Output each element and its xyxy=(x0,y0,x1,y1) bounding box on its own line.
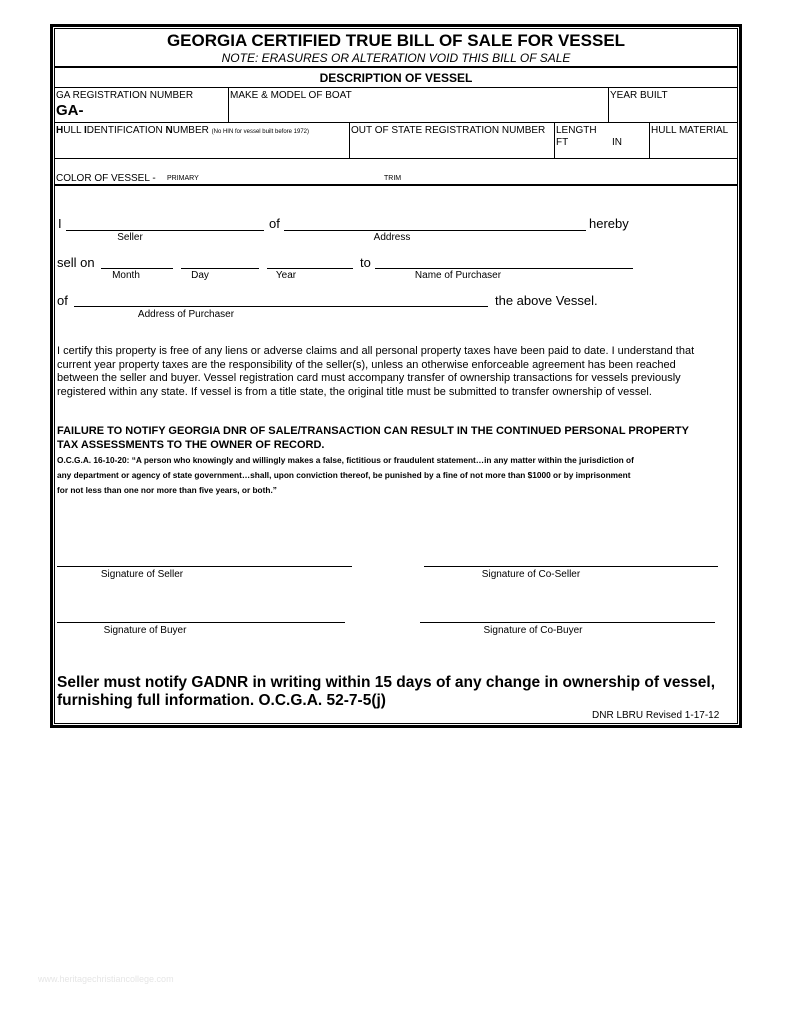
sale-year-line[interactable] xyxy=(267,268,353,269)
purchaser-name-line[interactable] xyxy=(375,268,633,269)
certify-line: between the seller and buyer. Vessel registration card must accompany transfer of ownership transactions for vessels previously xyxy=(57,372,681,384)
certify-line: I certify this property is free of any liens or adverse claims and all personal property taxes have been paid to date. I understand that xyxy=(57,345,695,357)
year-caption: Year xyxy=(275,270,297,281)
certify-line: registered within any state. If vessel is from a title state, the original title must be submitted to transfer ownership of vessel. xyxy=(57,385,652,398)
color-trim-label: TRIM xyxy=(384,175,402,182)
hin-note: (No HIN for vessel built before 1972) xyxy=(211,129,310,135)
buyer-signature-line[interactable] xyxy=(57,622,345,623)
co-seller-signature-caption: Signature of Co-Seller xyxy=(481,569,581,580)
purchaser-name-caption: Name of Purchaser xyxy=(414,270,502,281)
ga-registration-label: GA REGISTRATION NUMBER xyxy=(56,90,194,101)
ocga-line: any department or agency of state government…shall, upon conviction thereof, be punished by a fine of not more than $1000 or by imprisonment xyxy=(57,470,631,480)
watermark-text: www.heritagechristiancollege.com xyxy=(38,974,174,984)
seller-caption: Seller xyxy=(117,232,143,243)
ocga-line: for not less than one nor more than five years, or both.” xyxy=(57,485,277,495)
seller-address-line[interactable] xyxy=(284,230,586,231)
revision-text: DNR LBRU Revised 1-17-12 xyxy=(592,710,720,721)
length-ft-label: FT xyxy=(556,137,569,148)
co-seller-signature-line[interactable] xyxy=(424,566,718,567)
certify-line: current year property taxes are the responsibility of the seller(s), unless an otherwise enforceable agreement has been reached xyxy=(57,358,676,371)
purchaser-address-caption: Address of Purchaser xyxy=(137,309,235,320)
ga-registration-field[interactable] xyxy=(90,89,226,122)
color-trim-field[interactable] xyxy=(408,166,728,184)
notice-line: furnishing full information. O.C.G.A. 52-7-5(j) xyxy=(57,692,386,709)
row2-divider-a xyxy=(349,122,350,158)
co-buyer-signature-caption: Signature of Co-Buyer xyxy=(483,625,583,636)
sale-of2-text: of xyxy=(57,293,68,308)
color-primary-label: PRIMARY xyxy=(167,175,199,182)
row3-bottom xyxy=(54,184,738,186)
form-title: GEORGIA CERTIFIED TRUE BILL OF SALE FOR VESSEL xyxy=(166,31,626,50)
make-model-field[interactable] xyxy=(230,102,606,122)
color-label: COLOR OF VESSEL - xyxy=(56,173,156,184)
form-note: NOTE: ERASURES OR ALTERATION VOID THIS BILL OF SALE xyxy=(221,51,571,65)
notice-line: Seller must notify GADNR in writing within 15 days of any change in ownership of vessel, xyxy=(57,674,716,691)
sale-month-line[interactable] xyxy=(101,268,173,269)
ocga-line: O.C.G.A. 16-10-20: “A person who knowingly and willingly makes a false, fictitious or fraudulent statement…in any matter within the jurisdiction of xyxy=(57,455,634,465)
description-divider xyxy=(54,87,738,88)
seller-notice xyxy=(57,674,737,710)
hull-material-field[interactable] xyxy=(651,138,736,158)
seller-signature-caption: Signature of Seller xyxy=(100,569,184,580)
sale-i-text: I xyxy=(58,216,62,231)
row2-divider-c xyxy=(649,122,650,158)
length-label: LENGTH xyxy=(556,125,597,136)
hin-label: HULL IDENTIFICATION NUMBER (No HIN for vessel built before 1972) xyxy=(56,125,310,136)
year-built-label: YEAR BUILT xyxy=(610,90,668,101)
row1-divider-a xyxy=(228,87,229,122)
warning-line: TAX ASSESSMENTS TO THE OWNER OF RECORD. xyxy=(57,439,325,451)
oos-registration-label: OUT OF STATE REGISTRATION NUMBER xyxy=(351,125,546,136)
year-built-field[interactable] xyxy=(610,102,736,122)
row1-divider-b xyxy=(608,87,609,122)
above-vessel-text: the above Vessel. xyxy=(495,293,598,308)
sale-to-text: to xyxy=(360,255,371,270)
make-model-label: MAKE & MODEL OF BOAT xyxy=(230,90,352,101)
description-heading: DESCRIPTION OF VESSEL xyxy=(319,71,473,85)
failure-warning xyxy=(57,424,737,452)
day-caption: Day xyxy=(191,270,209,281)
length-in-label: IN xyxy=(612,137,622,148)
seller-name-line[interactable] xyxy=(66,230,264,231)
address-caption: Address xyxy=(373,232,411,243)
certification-paragraph xyxy=(57,345,737,399)
hin-field[interactable] xyxy=(56,138,346,158)
purchaser-address-line[interactable] xyxy=(74,306,488,307)
warning-line: FAILURE TO NOTIFY GEORGIA DNR OF SALE/TRANSACTION CAN RESULT IN THE CONTINUED PERSONAL PROPERTY xyxy=(57,425,689,437)
row2-bottom xyxy=(54,158,738,159)
row1-bottom xyxy=(54,122,738,123)
sale-day-line[interactable] xyxy=(181,268,259,269)
hull-material-label: HULL MATERIAL xyxy=(651,125,729,136)
sale-of-text: of xyxy=(269,216,280,231)
row2-divider-b xyxy=(554,122,555,158)
buyer-signature-caption: Signature of Buyer xyxy=(103,625,187,636)
month-caption: Month xyxy=(112,270,140,281)
sell-on-text: sell on xyxy=(57,255,95,270)
oos-registration-field[interactable] xyxy=(351,138,551,158)
length-ft-field[interactable] xyxy=(570,136,608,156)
length-in-field[interactable] xyxy=(625,136,647,156)
sale-hereby-text: hereby xyxy=(589,216,629,231)
header-divider xyxy=(54,66,738,68)
ga-registration-prefix: GA- xyxy=(56,102,84,119)
ocga-statute-text xyxy=(57,453,737,498)
color-primary-field[interactable] xyxy=(205,166,375,184)
co-buyer-signature-line[interactable] xyxy=(420,622,715,623)
seller-signature-line[interactable] xyxy=(57,566,352,567)
